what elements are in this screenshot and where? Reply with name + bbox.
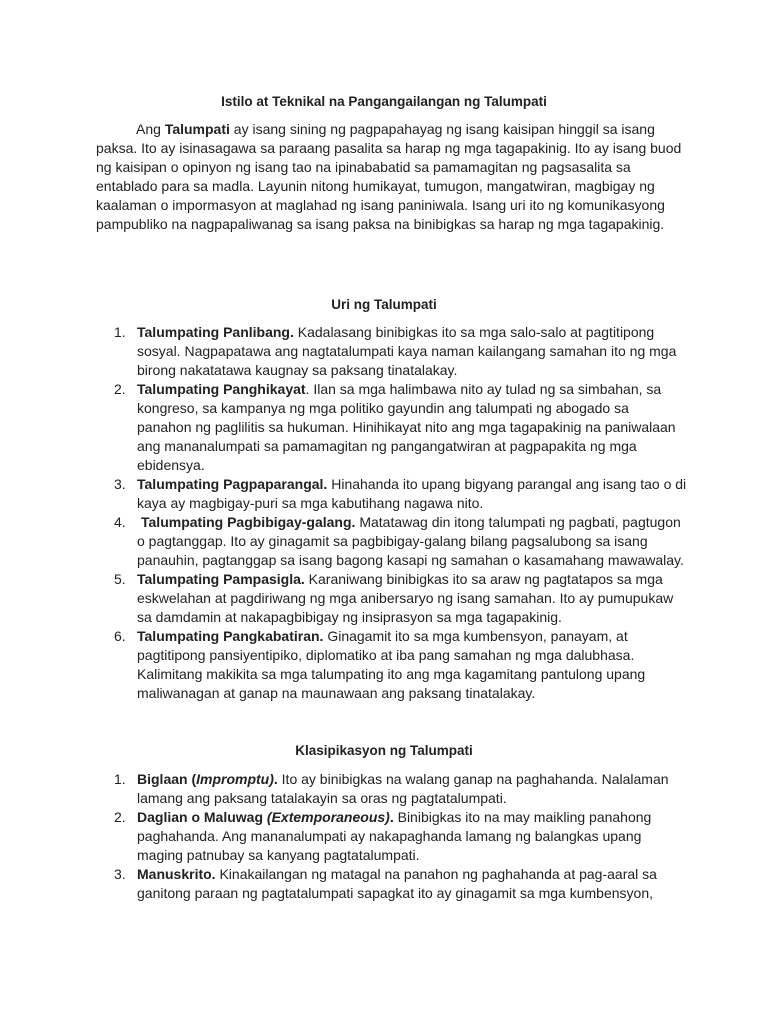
list-item-line: Kalimitang makikita sa mga talumpating ito ang mga kagamitang pantulong upang <box>137 666 646 682</box>
list-item <box>0 808 697 865</box>
list-item-number: 5. <box>114 571 126 587</box>
document-title: Istilo at Teknikal na Pangangailangan ng Talumpati <box>221 94 547 109</box>
list-item <box>0 865 697 903</box>
list-item-text: Kadalasang binibigkas ito sa mga salo-salo at pagtitipong <box>293 324 655 340</box>
section-heading-uri: Uri ng Talumpati <box>331 297 437 312</box>
list-item-term-italic: (Extemporaneous) <box>266 809 390 825</box>
intro-term-bold: Talumpati <box>164 121 230 137</box>
list-item-line: maliwanagan at ganap na maunawaan ang paksang tinatalakay. <box>137 685 536 701</box>
list-item-line <box>137 770 697 789</box>
list-item <box>0 323 697 380</box>
list-item-line <box>137 570 697 589</box>
list-item <box>0 380 697 475</box>
list-item-text: Hinahanda ito upang bigyang parangal ang isang tao o di <box>327 476 687 492</box>
list-item-line: birong nakatatawa kaugnay sa paksang tinatalakay. <box>137 362 458 378</box>
list-item-line: panahon ng paglilitis sa hukuman. Hinihikayat nito ang mga tagapakinig na paniwalaan <box>137 419 676 435</box>
intro-text: ay isang sining ng pagpapahayag ng isang kaisipan hinggil sa isang <box>229 121 655 137</box>
list-item-line <box>137 475 697 494</box>
list-item <box>0 570 697 627</box>
list-item-line: sa damdamin at nakapagbibigay ng insiprasyon sa mga tagapakinig. <box>137 609 562 625</box>
list-item-text: Ginagamit ito sa mga kumbensyon, panayam, at <box>323 628 628 644</box>
list-item-number: 6. <box>114 628 126 644</box>
section-heading-klasipikasyon: Klasipikasyon ng Talumpati <box>295 743 473 758</box>
list-item <box>0 627 697 703</box>
list-item-line: kaya ay magbigay-puri sa mga kabutihang nagawa nito. <box>137 495 484 511</box>
list-item-line: ganitong paraan ng pagtatalumpati sapagkat ito ay ginagamit sa mga kumbensyon, <box>137 885 654 901</box>
list-item-line: ebidensya. <box>137 457 205 473</box>
list-item-line: kongreso, sa kampanya ng mga politiko gayundin ang talumpati ng abogado sa <box>137 400 629 416</box>
klasipikasyon-list <box>0 770 697 903</box>
list-item-number: 1. <box>114 324 126 340</box>
list-item-line <box>137 380 697 399</box>
list-item-line: ang mananalumpati sa pamamagitan ng pangangatwiran at pagpapakita ng mga <box>137 438 637 454</box>
list-item <box>0 475 697 513</box>
list-item-term-end: . <box>273 771 278 787</box>
list-item <box>0 513 697 570</box>
list-item-term: Biglaan ( <box>137 771 197 787</box>
list-item-term: Manuskrito. <box>137 866 216 882</box>
intro-line-4: entablado para sa madla. Layunin nitong humikayat, tumugon, mangatwiran, magbigay ng <box>96 178 655 194</box>
list-item-line <box>137 513 697 532</box>
list-item-line: paghahanda. Ang mananalumpati ay nakapaghanda lamang ng balangkas upang <box>137 828 642 844</box>
list-item-line: sosyal. Nagpapatawa ang nagtatalumpati kaya naman kailangang samahan ito ng mga <box>137 343 677 359</box>
list-item-term-italic: Impromptu) <box>196 771 274 787</box>
list-item <box>0 770 697 808</box>
list-item-text: Binibigkas ito na may maikling panahong <box>393 809 652 825</box>
intro-line-2: paksa. Ito ay isinasagawa sa paraang pasalita sa harap ng mga tagapakinig. Ito ay isang buod <box>96 140 682 156</box>
list-item-number: 2. <box>114 381 126 397</box>
intro-line-6: pampubliko na nagpapaliwanag sa isang paksa na binibigkas sa harap ng mga tagapakinig. <box>96 216 665 232</box>
list-item-number: 1. <box>114 771 126 787</box>
list-item-line: maging patnubay sa kanyang pagtatalumpati. <box>137 847 420 863</box>
list-item-line <box>137 323 697 342</box>
list-item-line <box>137 865 697 884</box>
list-item-term: Talumpating Panlibang. <box>137 324 294 340</box>
list-item-text: Karaniwang binibigkas ito sa araw ng pagtatapos sa mga <box>304 571 663 587</box>
list-item-number: 2. <box>114 809 126 825</box>
list-item-text: Kinakailangan ng matagal na panahon ng paghahanda at pag-aaral sa <box>215 866 657 882</box>
list-item-term: Talumpating Panghikayat <box>137 381 306 397</box>
list-item-term: Talumpating Pagpaparangal. <box>137 476 328 492</box>
intro-line-1 <box>96 120 696 139</box>
list-item-line: pagtitipong pansiyentipiko, diplomatiko at iba pang samahan ng mga dalubhasa. <box>137 647 635 663</box>
list-item-term-end: . <box>389 809 394 825</box>
list-item-term: Talumpating Pagbibigay-galang. <box>141 514 356 530</box>
list-item-line: eskwelahan at pagdiriwang ng mga anibersaryo ng isang samahan. Ito ay pumupukaw <box>137 590 674 606</box>
list-item-text: Matatawag din itong talumpati ng pagbati, pagtugon <box>355 514 681 530</box>
list-item-number: 3. <box>114 866 126 882</box>
list-item-text: . Ilan sa mga halimbawa nito ay tulad ng sa simbahan, sa <box>305 381 662 397</box>
list-item-line: lamang ang paksang tatalakayin sa oras ng pagtatalumpati. <box>137 790 507 806</box>
list-item-term: Talumpating Pampasigla. <box>137 571 305 587</box>
intro-paragraph <box>96 120 696 234</box>
intro-line-5: kaalaman o impormasyon at maglahad ng isang paniniwala. Isang uri ito ng komunikasyong <box>96 197 665 213</box>
list-item-line <box>137 627 697 646</box>
list-item-line <box>137 808 697 827</box>
intro-text: Ang <box>136 121 165 137</box>
list-item-term: Talumpating Pangkabatiran. <box>137 628 324 644</box>
uri-list <box>0 323 697 703</box>
list-item-number: 4. <box>114 514 126 530</box>
list-item-number: 3. <box>114 476 126 492</box>
list-item-term: Daglian o Maluwag <box>137 809 267 825</box>
list-item-text: Ito ay binibigkas na walang ganap na paghahanda. Nalalaman <box>277 771 669 787</box>
list-item-line: panauhin, pagtanggap sa isang bagong kasapi ng samahan o kasamahang mawawalay. <box>137 552 684 568</box>
list-item-line: o pagtanggap. Ito ay ginagamit sa pagbibigay-galang bilang pagsalubong sa isang <box>137 533 648 549</box>
intro-line-3: ng kaisipan o opinyon ng isang tao na ipinababatid sa pamamagitan ng pagsasalita sa <box>96 159 631 175</box>
